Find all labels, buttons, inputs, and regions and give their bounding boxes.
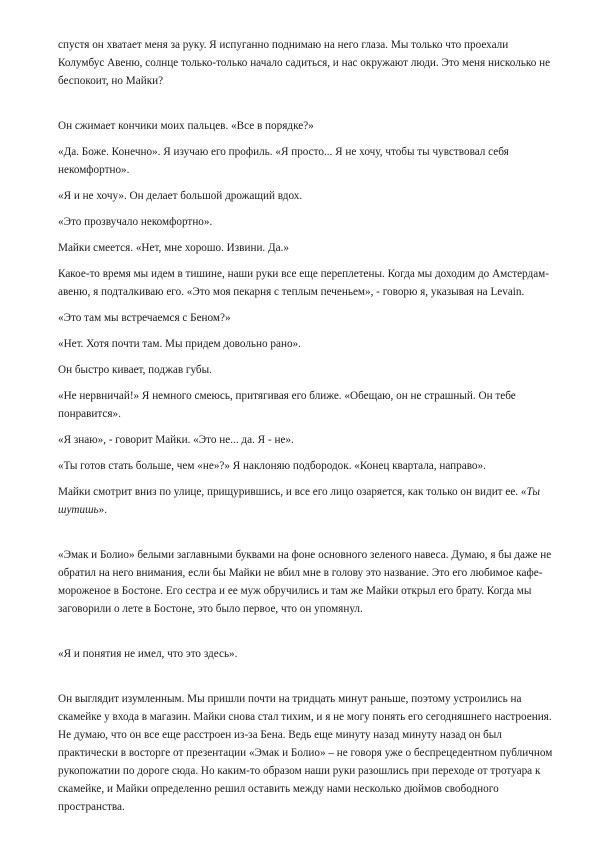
paragraph-11: «Не нервничай!» Я немного смеюсь, притягивая его ближе. «Обещаю, он не страшный. Он тебе понравится». — [58, 390, 516, 420]
paragraph-2: Он сжимает кончики моих пальцев. «Все в порядке?» — [58, 120, 314, 132]
paragraph-9: «Нет. Хотя почти там. Мы придем довольно рано». — [58, 338, 301, 350]
paragraph-7: Какое-то время мы идем в тишине, наши руки все еще переплетены. Когда мы доходим до Амстердам-авеню, я подталкиваю его. «Это моя пекарня с теплым печеньем», - говорю я, указывая на Levain. — [58, 268, 549, 298]
paragraph-10: Он быстро кивает, поджав губы. — [58, 364, 212, 376]
paragraph-6: Майки смеется. «Нет, мне хорошо. Извини. Да.» — [58, 242, 290, 254]
paragraph-8: «Это там мы встречаемся с Беном?» — [58, 312, 231, 324]
document-page — [58, 36, 556, 816]
paragraph-14-text: Майки смотрит вниз по улице, прищурившись, и все его лицо озаряется, как только он видит ее. « — [58, 486, 527, 498]
paragraph-13: «Ты готов стать больше, чем «не»?» Я наклоняю подбородок. «Конец квартала, направо». — [58, 460, 486, 472]
paragraph-4: «Я и не хочу». Он делает большой дрожащий вдох. — [58, 190, 303, 202]
paragraph-12: «Я знаю», - говорит Майки. «Это не... да. Я - не». — [58, 434, 294, 446]
paragraph-1: спустя он хватает меня за руку. Я испуганно поднимаю на него глаза. Мы только что проехали Колумбус Авеню, солнце только-только начало садиться, и нас окружают люди. Это меня нисколько не беспокоит, но Майки? — [58, 39, 551, 87]
paragraph-3: «Да. Боже. Конечно». Я изучаю его профиль. «Я просто... Я не хочу, чтобы ты чувствовал себя некомфортно». — [58, 146, 509, 176]
paragraph-15: «Эмак и Болио» белыми заглавными буквами на фоне основного зеленого навеса. Думаю, я бы даже не обратил на него внимания, если бы Майки не вбил мне в голову это название. Это его любимое кафе-мороженое в Бостоне. Его сестра и ее муж обручились и там же Майки открыл его брату. Когда мы заговорили о лете в Бостоне, это было первое, что он упомянул. — [58, 549, 552, 615]
paragraph-5: «Это прозвучало некомфортно». — [58, 216, 213, 228]
paragraph-17: Он выглядит изумленным. Мы пришли почти на тридцать минут раньше, поэтому устроились на скамейке у входа в магазин. Майки снова стал тихим, и я не могу понять его сегодняшнего настроения. Не думаю, что он все еще расстроен из-за Бена. Ведь еще минуту назад минуту назад он был практически в восторге от презентации «Эмак и Болио» – не говоря уже о беспрецедентном публичном рукопожатии по дороге сюда. Но каким-то образом наши руки разошлись при переходе от тротуара к скамейке, и Майки определенно решил оставить между нами несколько дюймов свободного пространства. — [58, 693, 553, 813]
paragraph-14 — [58, 483, 556, 519]
paragraph-14-end: ». — [98, 504, 108, 516]
paragraph-16: «Я и понятия не имел, что это здесь». — [58, 648, 238, 660]
paragraph-14-italic: Ты шутишь — [58, 486, 540, 516]
